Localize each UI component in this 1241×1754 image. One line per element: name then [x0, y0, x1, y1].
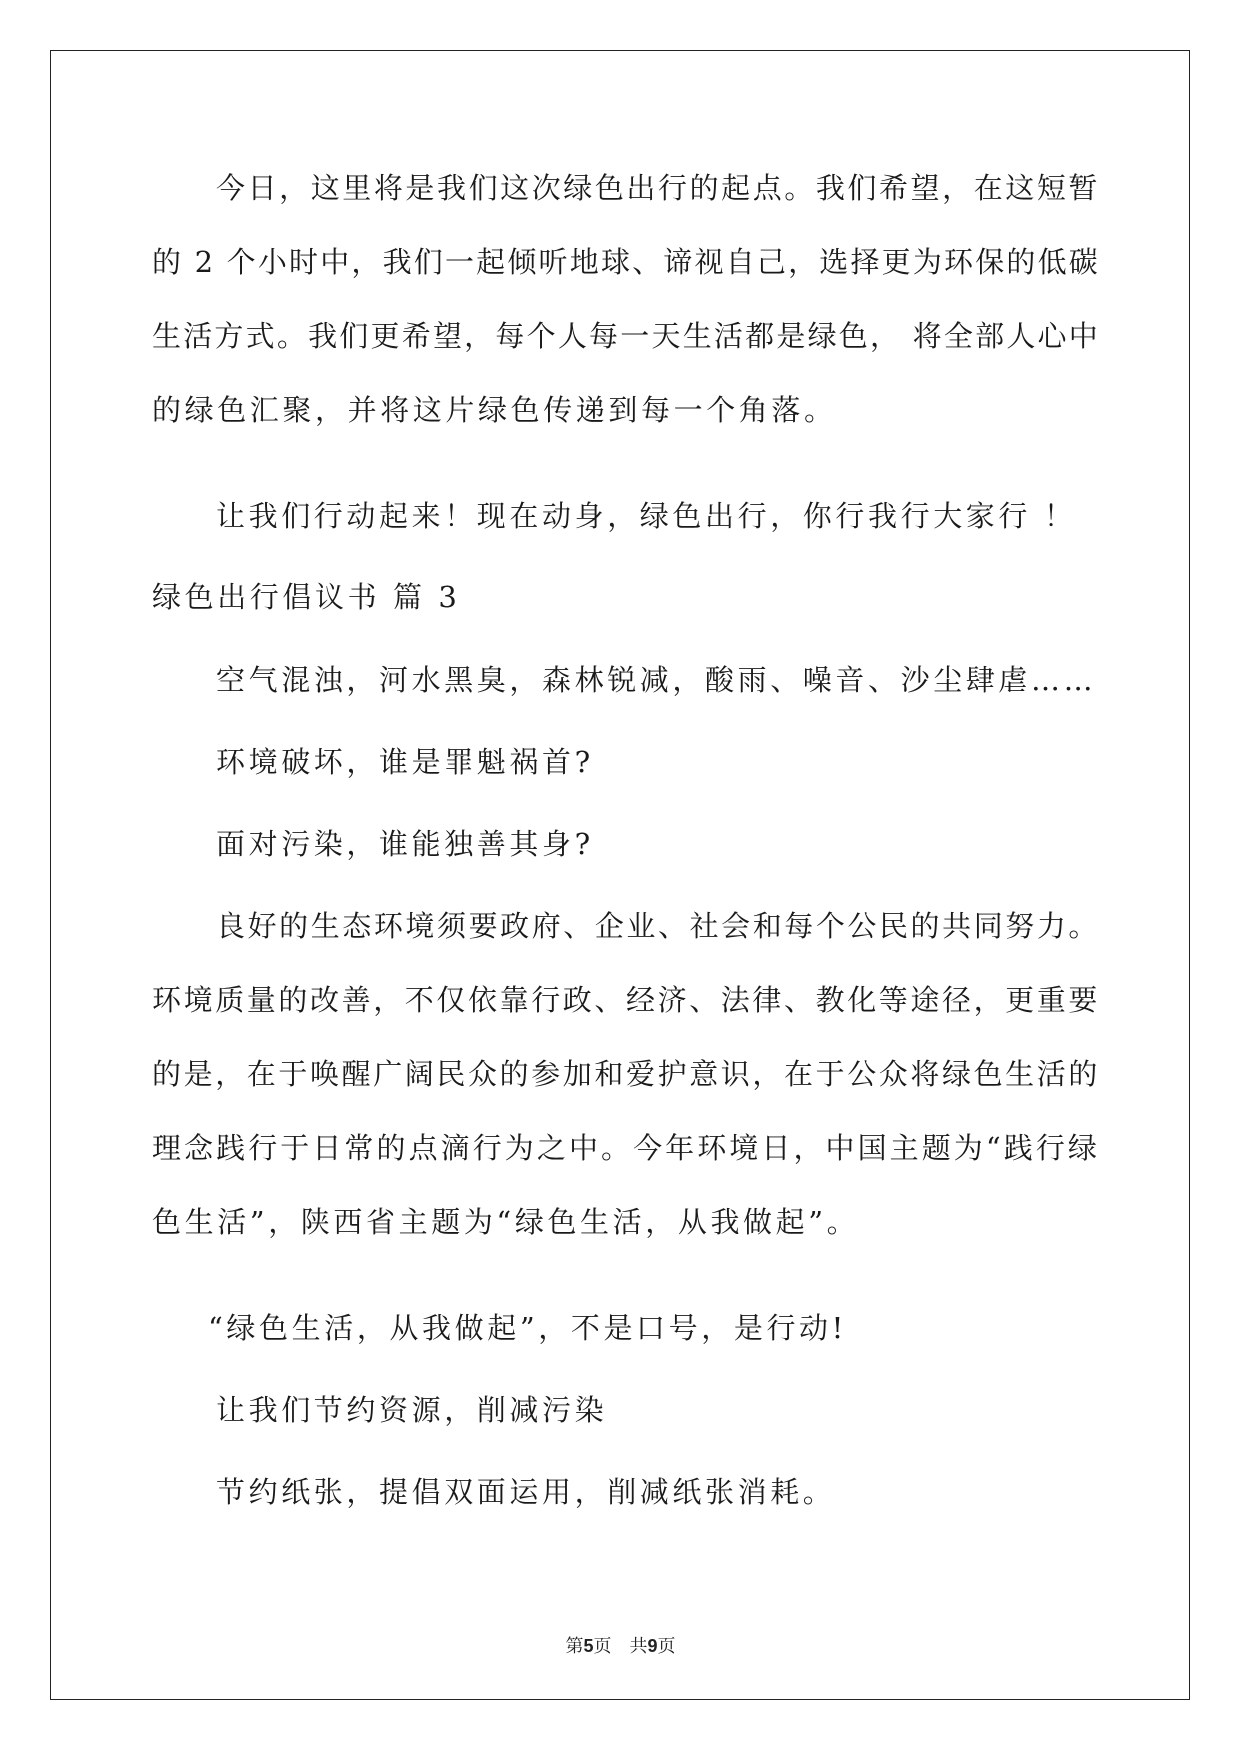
paragraph-line: 的 2 个小时中，我们一起倾听地球、谛视自己，选择更为环保的低碳	[152, 245, 1100, 279]
paragraph-line: 环境质量的改善，不仅依靠行政、经济、法律、教化等途径，更重要	[152, 983, 1100, 1017]
paragraph-line: 色生活”，陕西省主题为“绿色生活，从我做起”。	[152, 1205, 860, 1239]
paragraph-line: 让我们行动起来！现在动身，绿色出行，你行我行大家行 ！	[216, 499, 1077, 533]
paragraph-line: 让我们节约资源，削减污染	[216, 1393, 608, 1427]
paragraph-line: 的绿色汇聚，并将这片绿色传递到每一个角落。	[152, 393, 837, 427]
paragraph-line: 良好的生态环境须要政府、企业、社会和每个公民的共同努力。	[216, 909, 1100, 943]
paragraph-line: “绿色生活，从我做起”，不是口号，是行动!	[208, 1311, 847, 1345]
paragraph-line: 空气混浊，河水黑臭，森林锐减，酸雨、噪音、沙尘肆虐……	[216, 663, 1097, 697]
footer-prefix: 第	[565, 1636, 584, 1657]
paragraph-line: 今日，这里将是我们这次绿色出行的起点。我们希望，在这短暂	[216, 171, 1100, 205]
section-heading: 绿色出行倡议书 篇 3	[152, 580, 461, 614]
paragraph-line: 生活方式。我们更希望，每个人每一天生活都是绿色， 将全部人心中	[152, 319, 1100, 353]
footer-mid: 页 共	[593, 1636, 648, 1657]
total-pages-number: 9	[647, 1636, 658, 1656]
page-border	[50, 50, 1190, 1700]
paragraph-line: 面对污染，谁能独善其身?	[216, 827, 594, 861]
paragraph-line: 节约纸张，提倡双面运用，削减纸张消耗。	[216, 1475, 836, 1509]
paragraph-line: 的是，在于唤醒广阔民众的参加和爱护意识，在于公众将绿色生活的	[152, 1057, 1100, 1091]
page-footer	[0, 1634, 1241, 1659]
paragraph-line: 环境破坏，谁是罪魁祸首?	[216, 745, 594, 779]
current-page-number: 5	[583, 1636, 594, 1656]
footer-suffix: 页	[657, 1636, 676, 1657]
paragraph-line: 理念践行于日常的点滴行为之中。今年环境日，中国主题为“践行绿	[152, 1131, 1100, 1165]
